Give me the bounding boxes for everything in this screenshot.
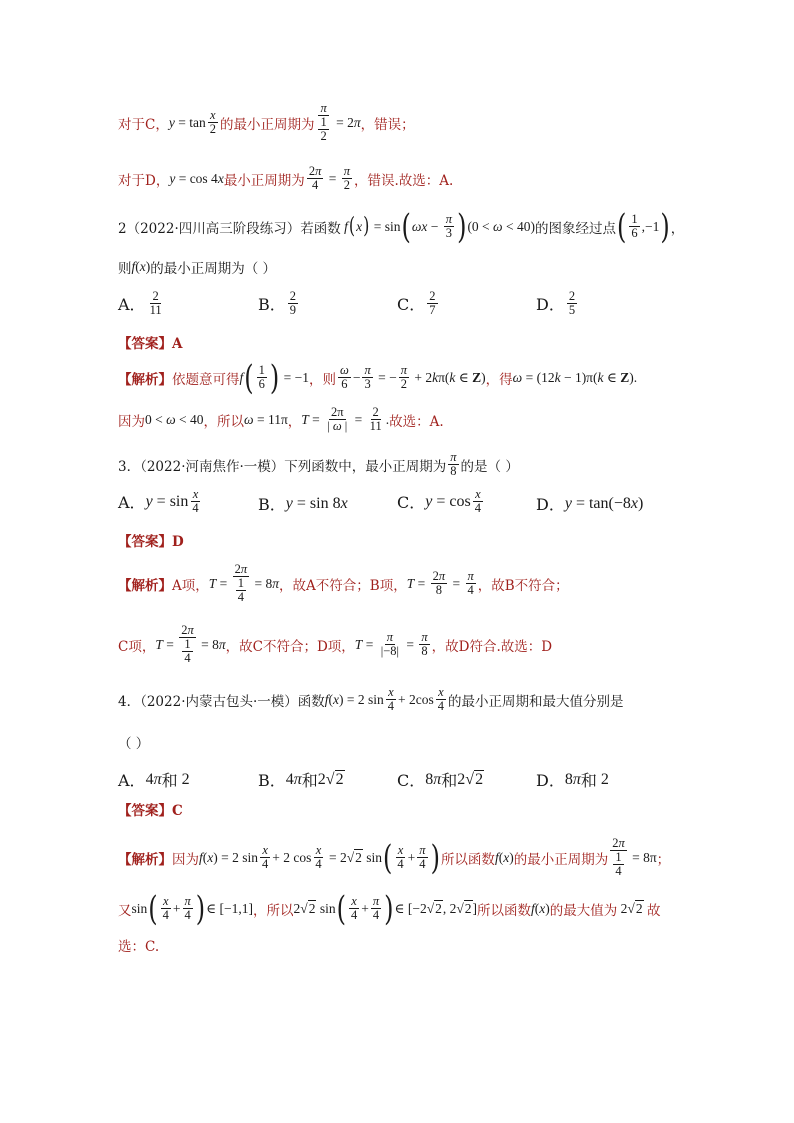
option-c[interactable]: C． $\frac{2}{7}$ xyxy=(397,289,436,318)
question-4-analysis-1: 【解析】 因为 f(x) = 2 sin $\frac{x}{4}$ + 2 cos $\frac{x}{4}$ = 2√2 sin ( $\frac{x}{4}$ + $\frac{\pi}{4}$ ) 所以函数 f(x) 的最小正周期为 $\frac{2\pi}{\frac{1}{4}}$ = 8π ； xyxy=(118,836,671,879)
question-2-analysis-2: 因为 0 < ω < 40 ，所以 ω = 11π ， T = $\frac{2\pi}{| \omega |}$ = $\frac{2}{11}$ . 故选：A. xyxy=(118,405,444,434)
option-c[interactable]: C． y = cos $\frac{x}{4}$ xyxy=(397,487,481,516)
question-3-stem: 3．（2022·河南焦作·一模）下列函数中，最小正周期为 $\frac{\pi}{8}$ 的是（ ） xyxy=(118,450,519,479)
question-4-analysis-2: 又 sin ( $\frac{x}{4}$ + $\frac{\pi}{4}$ ) ∈ [−1,1] ，所以 2√2 sin ( $\frac{x}{4}$ + $\frac{\pi}{4}$ ) ∈ [−2√2, 2√2] 所以函数 f(x) 的最大值为 2√2 故 xyxy=(118,889,661,929)
option-a[interactable]: A． y = sin $\frac{x}{4}$ xyxy=(118,487,199,516)
option-a[interactable]: A． $\frac{2}{11}$ xyxy=(118,289,162,318)
question-3-answer: 【答案】D xyxy=(118,534,184,550)
question-2-stem: 2（2022·四川高三阶段练习）若函数 f(x) = sin ( ωx − $\frac{\pi}{3}$ ) (0 < ω < 40) 的图象经过点 ( $\frac{1}{6}$ ,−1 ) ， xyxy=(118,207,685,247)
option-d[interactable]: D． y = tan(−8x) xyxy=(536,494,644,514)
question-2-answer: 【答案】A xyxy=(118,336,183,352)
question-4-answer: 【答案】C xyxy=(118,803,183,819)
question-4-stem: 4．（2022·内蒙古包头·一模）函数 f(x) = 2 sin $\frac{x}{4}$ + 2cos $\frac{x}{4}$ 的最小正周期和最大值分别是 xyxy=(118,685,624,714)
option-c[interactable]: C． 8π 和 2√2 xyxy=(397,770,484,790)
question-2-stem-cont: 则 f(x) 的最小正周期为（ ） xyxy=(118,259,277,277)
line-d-analysis: 对于D， y = cos 4x 最小正周期为 $\frac{2\pi}{4}$ = $\frac{\pi}{2}$ ，错误.故选：A. xyxy=(118,164,454,193)
line-c-analysis: 对于C， y = tan $\frac{x}{2}$ 的最小正周期为 $\frac{\pi}{\frac{1}{2}}$ = 2π ，错误； xyxy=(118,101,415,144)
option-d[interactable]: D． $\frac{2}{5}$ xyxy=(536,289,576,318)
question-4-paren: （ ） xyxy=(118,736,150,752)
question-3-analysis-1: 【解析】 A项， T = $\frac{2\pi}{\frac{1}{4}}$ = 8π ，故A不符合；B项， T = $\frac{2\pi}{8}$ = $\frac{\pi}{4}$ ，故B不符合； xyxy=(118,562,569,605)
question-3-analysis-2: C项， T = $\frac{2\pi}{\frac{1}{4}}$ = 8π ，故C不符合；D项， T = $\frac{\pi}{|-8|}$ = $\frac{\pi}{8}$ ，故D符合.故选：D xyxy=(118,623,553,666)
question-2-analysis-1: 【解析】 依题意可得 f ( $\frac{1}{6}$ ) = −1 ，则 $\frac{\omega}{6}$ − $\frac{\pi}{3}$ = − $\frac{\pi}{2}$ + 2kπ(k ∈ Z) ，得 ω = (12k − 1)π(k ∈ Z). xyxy=(118,358,638,398)
option-b[interactable]: B． y = sin 8x xyxy=(258,494,348,514)
option-b[interactable]: B． 4π 和 2√2 xyxy=(258,770,344,790)
option-a[interactable]: A． 4π 和 2 xyxy=(118,770,190,790)
question-4-analysis-3: 选：C. xyxy=(118,939,160,955)
option-b[interactable]: B． $\frac{2}{9}$ xyxy=(258,289,297,318)
option-d[interactable]: D． 8π 和 2 xyxy=(536,770,609,790)
